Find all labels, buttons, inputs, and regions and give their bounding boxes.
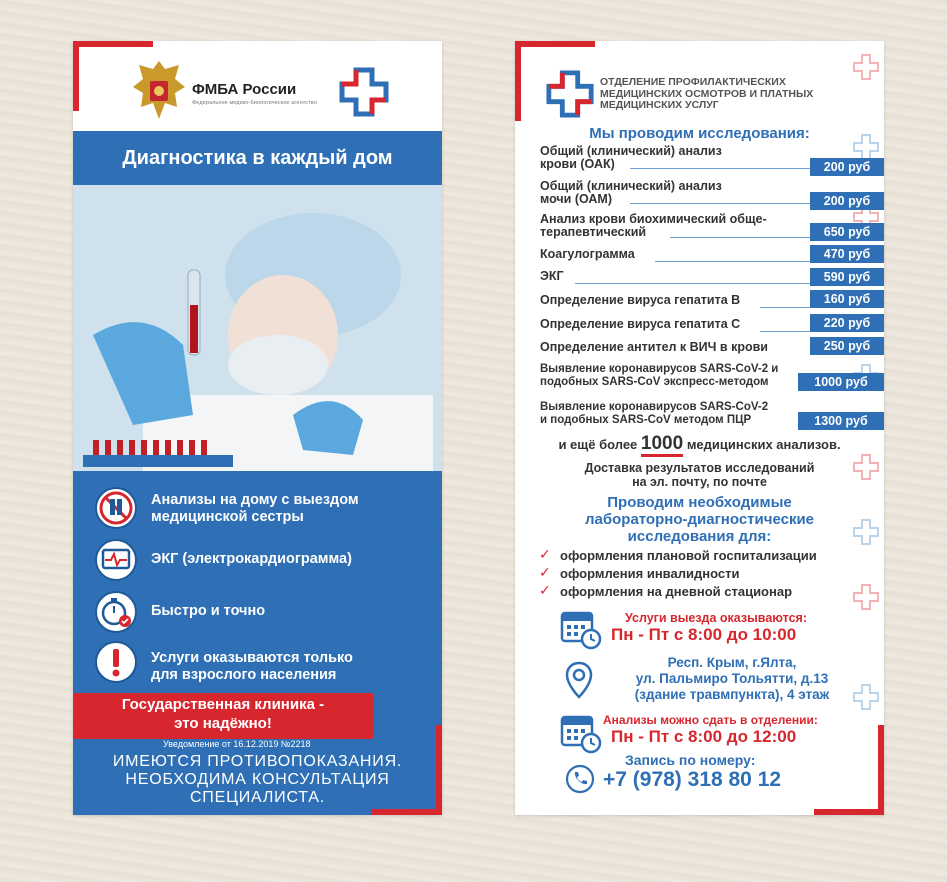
delivery-line1: Доставка результатов исследований [584,461,815,475]
corner-accent-bottom-h [372,809,442,815]
brand-subtitle: Федеральное медико-биологическое агентство [192,100,317,106]
lab-technician-photo [73,185,442,471]
feature-home-tests [151,492,431,526]
price-badge: 220 руб [810,314,884,332]
feature-home-tests-line1: Анализы на дому с выездом [151,492,359,508]
service-covid-express [540,363,778,389]
phone-label: Запись по номеру: [625,752,756,768]
price-leader [575,283,810,284]
phone-number[interactable]: +7 (978) 318 80 12 [603,768,782,791]
checklist-item: оформления инвалидности [560,566,740,581]
service-hep-b [540,294,740,307]
service-biochem [540,213,767,239]
delivery-line2: на эл. почту, по почте [632,475,767,489]
visits-hours: Пн - Пт с 8:00 до 10:00 [611,625,797,644]
address-line2: ул. Пальмиро Тольятти, д.13 [635,671,829,686]
address [597,655,867,703]
service-hiv-line1: Определение антител к ВИЧ в крови [540,340,768,354]
lab-line1: Проводим необходимые [607,494,792,511]
price-leader [655,261,810,262]
office-label: Анализы можно сдать в отделении: [603,713,818,727]
delivery-info [515,461,884,489]
exclamation-icon [95,641,137,683]
service-covid-express-line2: подобных SARS-CoV экспресс-методом [540,376,769,388]
feature-fast [151,603,431,620]
address-line3: (здание травмпункта), 4 этаж [634,687,830,702]
stopwatch-check-icon [95,591,137,633]
feature-adults-only [151,650,431,684]
phone-icon [565,764,595,794]
dept-line3: МЕДИЦИНСКИХ УСЛУГ [600,99,719,111]
department-title [600,77,850,112]
corner-accent-bottom-h [814,809,884,815]
services-heading: Мы проводим исследования: [589,125,810,142]
service-cbc-line1: Общий (клинический) анализ [540,144,722,158]
check-icon: ✓ [539,564,551,580]
feature-adults-line1: Услуги оказываются только [151,650,353,666]
warning-line2: НЕОБХОДИМА КОНСУЛЬТАЦИЯ СПЕЦИАЛИСТА. [125,771,390,806]
right-flyer [515,41,884,815]
checklist-item: оформления плановой госпитализации [560,548,817,563]
check-icon: ✓ [539,546,551,562]
lab-heading [515,494,884,545]
notice-text: Уведомление от 16.12.2019 №2218 [163,739,311,749]
service-covid-pcr [540,401,768,427]
warning-line1: ИМЕЮТСЯ ПРОТИВОПОКАЗАНИЯ. [112,753,403,770]
price-badge: 250 руб [810,337,884,355]
gov-line2: это надёжно! [174,715,272,732]
corner-accent-top [515,41,521,121]
price-badge: 470 руб [810,245,884,263]
lab-line2: лабораторно-диагностические [584,511,815,528]
lab-line3: исследования для: [627,528,772,545]
price-leader [760,331,810,332]
service-ecg [540,270,564,283]
corner-accent-bottom [878,725,884,815]
dept-line2: МЕДИЦИНСКИХ ОСМОТРОВ И ПЛАТНЫХ [600,87,814,100]
calendar-clock-icon [559,711,603,755]
dept-line1: ОТДЕЛЕНИЕ ПРОФИЛАКТИЧЕСКИХ [600,76,786,88]
feature-home-tests-line2: медицинской сестры [151,509,304,525]
service-hep-c-line1: Определение вируса гепатита С [540,317,741,331]
visits-label: Услуги выезда оказываются: [625,611,808,625]
price-leader [630,203,810,204]
location-pin-icon [565,661,593,699]
check-icon: ✓ [539,582,551,598]
checklist-item: оформления на дневной стационар [560,584,793,599]
brand-name: ФМБА России [192,81,297,98]
more-prefix: и ещё более [558,437,638,452]
price-leader [670,237,810,238]
gov-line1: Государственная клиника - [121,696,325,713]
price-badge: 1300 руб [798,412,884,430]
more-analyses [515,433,884,455]
feature-ecg [151,551,431,568]
address-line1: Респ. Крым, г.Ялта, [667,655,797,670]
service-covid-pcr-line1: Выявление коронавирусов SARS-CoV-2 [540,401,769,413]
service-ecg-line1: ЭКГ [540,269,564,283]
corner-accent-bottom [436,725,442,815]
service-coag [540,248,635,261]
price-badge: 160 руб [810,290,884,308]
service-cbc-line2: крови (ОАК) [540,157,615,171]
service-covid-pcr-line2: и подобных SARS-CoV методом ПЦР [540,414,752,426]
price-badge: 200 руб [810,192,884,210]
feature-adults-line2: для взрослого населения [151,667,337,683]
gov-clinic-text [73,695,373,733]
eagle-emblem-icon [131,57,187,123]
service-hep-b-line1: Определение вируса гепатита В [540,293,741,307]
more-suffix: медицинских анализов. [686,437,841,452]
price-badge: 650 руб [810,223,884,241]
ecg-monitor-icon [95,539,137,581]
price-badge: 590 руб [810,268,884,286]
price-badge: 1000 руб [798,373,884,391]
corner-accent-top-h [73,41,153,47]
corner-accent-top [73,41,79,111]
medical-cross-logo-icon [338,66,390,118]
contraindications-warning [73,753,442,807]
feature-ecg-line1: ЭКГ (электрокардиограмма) [151,551,352,567]
service-covid-express-line1: Выявление коронавирусов SARS-CoV-2 и [540,363,779,375]
corner-accent-top-h [515,41,595,47]
feature-fast-line1: Быстро и точно [151,603,266,619]
service-biochem-line1: Анализ крови биохимический обще- [540,212,767,226]
left-flyer [73,41,442,815]
service-urine-line2: мочи (ОАМ) [540,192,612,206]
price-leader [630,168,810,169]
service-urine-line1: Общий (клинический) анализ [540,179,722,193]
hero-title: Диагностика в каждый дом [122,147,393,169]
test-tubes-icon [95,487,137,529]
office-hours: Пн - Пт с 8:00 до 12:00 [611,727,797,746]
service-hiv [540,341,768,354]
medical-cross-logo-icon [545,69,595,119]
service-biochem-line2: терапевтический [540,225,647,239]
price-badge: 200 руб [810,158,884,176]
service-coag-line1: Коагулограмма [540,247,635,261]
service-hep-c [540,318,740,331]
calendar-clock-icon [559,607,603,651]
more-number: 1000 [641,433,683,457]
price-leader [760,307,810,308]
